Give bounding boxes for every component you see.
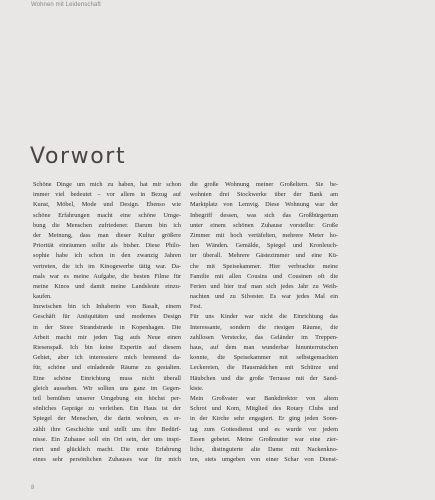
- text-line: Ferien und hier traf man sich jedes Jahr zu Weih-: [190, 282, 338, 290]
- text-line: haus, auf dem man wunderbar hinunterrutschen: [190, 344, 338, 351]
- text-line: für, schöne und einladende Räume zu gestalten.: [33, 364, 181, 372]
- text-line: Essen gebetet. Meine Großmutter war eine zier-: [190, 435, 338, 443]
- text-line: der Meinung, dass man dieser Kultur größere: [33, 231, 181, 239]
- text-line: die große Wohnung meiner Großeltern. Sie be-: [190, 181, 338, 188]
- text-line: Für uns Kinder war nicht die Einrichtung das: [190, 313, 338, 321]
- text-line: Leckereien, die Hausmädchen mit Schürze und: [190, 364, 338, 372]
- text-line: tag zum Gottesdienst und es wurde vor jedem: [190, 425, 338, 433]
- text-line: liche, distinguierte alte Dame mit Nackenkno-: [190, 445, 338, 453]
- text-line: Arbeit macht mir jeden Tag aufs Neue einen: [33, 333, 181, 341]
- text-line: Inzwischen bin ich Inhaberin von Basalt, einem: [33, 303, 181, 311]
- text-line: in der Kirche sehr engagiert. Er ging jeden Sonn-: [190, 415, 338, 423]
- chapter-title: Vorwort: [30, 144, 127, 169]
- page-number: 8: [31, 485, 35, 491]
- text-line: vertreten, die ich im Kinogewerbe tätig war. Da-: [33, 262, 181, 270]
- text-line: sönliches Gepräge zu verleihen. Ein Haus ist der: [33, 405, 181, 413]
- text-line: Riesenspaß. Ich bin keine Expertin auf diesem: [33, 344, 181, 351]
- text-line: teil bemühen unserer Umgebung ein höchst per-: [33, 394, 181, 402]
- text-line: Priorität einräumen sollte als bisher. Diese Philo-: [33, 242, 181, 250]
- text-line: ten, stets umgeben von einer Schar von Dienst-: [190, 456, 338, 464]
- text-line: bung die Menschen zufriedener. Darum bin ich: [33, 221, 181, 229]
- text-line: riert und glücklich macht. Die erste Erfahrung: [33, 445, 181, 453]
- text-line: mals war es meine Aufgabe, die besten Filme für: [33, 272, 181, 280]
- text-line: Schöne Dinge um mich zu haben, hat mir schon: [33, 181, 181, 188]
- text-line: kaufen.: [33, 293, 52, 301]
- text-line: Geschäft für Antiquitäten und modernes Design: [33, 313, 181, 321]
- text-line: Familie mit allen Cousins und Cousinen oft die: [190, 272, 338, 280]
- text-line: hen Wänden. Gemälde, Spiegel und Kronleuch-: [190, 242, 338, 250]
- text-line: Inbegriff dessen, was sich das Großbürgertum: [190, 211, 338, 219]
- text-column-right: [190, 180, 338, 465]
- text-line: Mein Großvater war Bankdirektor von altem: [190, 394, 338, 402]
- text-line: ter überall. Mehrere Gästezimmer und eine Kü-: [190, 252, 338, 260]
- text-line: in der Store Strandstræde in Kopenhagen. Die: [33, 323, 181, 331]
- text-line: nachten und zu Silvester. Es war jedes Mal ein: [190, 293, 338, 301]
- text-line: unter einem schönen Zuhause vorstellte: Große: [190, 221, 338, 229]
- text-line: nisse. Ein Zuhause soll ein Ort sein, der uns inspi-: [33, 435, 181, 443]
- text-line: Schrot und Korn, Mitglied des Rotary Clubs und: [190, 405, 338, 413]
- text-line: schöne Erfahrungen macht eine schöne Umge-: [33, 211, 181, 219]
- text-line: wohnten drei Stockwerke über der Bank am: [190, 191, 338, 199]
- text-line: Häubchen und die große Terrasse mit der Sand-: [190, 374, 338, 382]
- text-line: Zimmer mit hoch vertäfelten, mehrere Meter ho-: [190, 231, 338, 239]
- text-line: konnte, die Speisekammer mit selbstgemachten: [190, 354, 338, 362]
- text-line: zahllosen Verstecke, das Geländer im Treppen-: [190, 333, 338, 341]
- text-line: gleich aussehen. Wir sollten uns ganz im Gegen-: [33, 384, 181, 392]
- text-column-left: [33, 180, 181, 465]
- text-line: eines sehr persönlichen Zuhauses war für mich: [33, 456, 181, 464]
- text-line: meine Kinos und damit meine Landsleute einzu-: [33, 282, 181, 290]
- text-line: immer viel bedeutet – vor allem in Bezug auf: [33, 191, 181, 199]
- text-line: sophie habe ich schon in den zwanzig Jahren: [33, 252, 181, 260]
- text-line: Eine schöne Einrichtung muss nicht überall: [33, 374, 181, 382]
- text-line: Kunst, Möbel, Mode und Design. Ebenso wie: [33, 201, 181, 209]
- text-line: Fest.: [190, 303, 203, 311]
- text-line: Interessante, sondern die riesigen Räume, die: [190, 323, 338, 331]
- text-line: zählt ihre Geschichte und stellt uns ihre Bedürf-: [33, 425, 181, 433]
- text-line: Marktplatz von Lemvig. Diese Wohnung war der: [190, 201, 338, 209]
- running-head: Wohnen mit Leidenschaft: [31, 2, 101, 8]
- text-line: che mit Speisekammer. Hier verbrachte meine: [190, 262, 338, 270]
- text-line: Spiegel der Menschen, die darin wohnen, es er-: [33, 415, 181, 423]
- text-line: kiste.: [190, 384, 204, 392]
- text-line: Gebiet, aber ich interessiere mich brennend da-: [33, 354, 181, 362]
